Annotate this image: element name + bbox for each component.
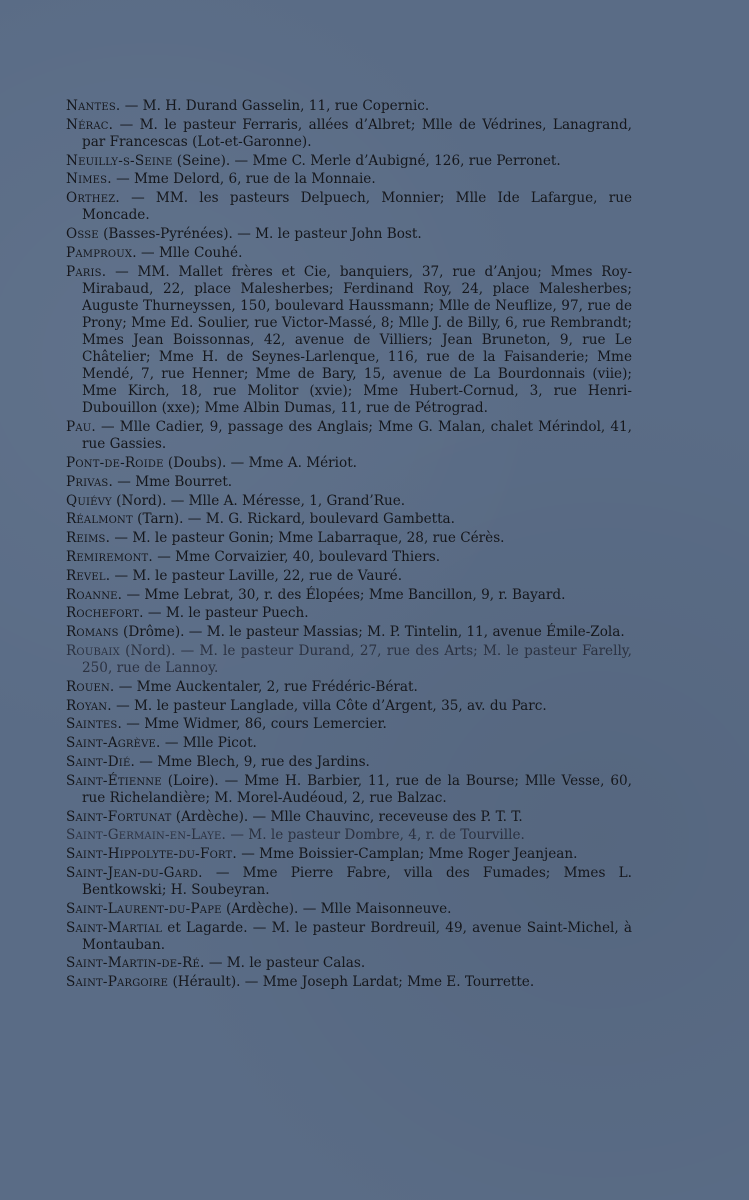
- entry-text: (Nord). — Mlle A. Méresse, 1, Grand’Rue.: [111, 492, 406, 509]
- place-name: Roubaix: [66, 642, 120, 659]
- entry-roubaix: [66, 643, 632, 677]
- place-name: Saint-Martial: [66, 919, 163, 936]
- entry-text: — Mlle Couhé.: [136, 244, 243, 261]
- entry-text: — M. le pasteur Calas.: [204, 955, 366, 972]
- entry-realmont: [66, 511, 632, 528]
- place-name: Pamproux.: [66, 244, 137, 261]
- entry-text: — Mme Lebrat, 30, r. des Élopées; Mme Bancillon, 9, r. Bayard.: [122, 586, 566, 603]
- address-list: [66, 98, 632, 993]
- entry-text: (Drôme). — M. le pasteur Massias; M. P. Tintelin, 11, avenue Émile-Zola.: [118, 624, 625, 641]
- entry-quievy: [66, 493, 632, 510]
- entry-text: — Mlle Picot.: [160, 735, 257, 752]
- place-name: Remiremont.: [66, 548, 153, 565]
- place-name: Privas.: [66, 473, 113, 490]
- place-name: Saint-Jean-du-Gard.: [66, 864, 203, 881]
- entry-text: — Mme Auckentaler, 2, rue Frédéric-Bérat.: [114, 678, 418, 695]
- entry-nimes: [66, 171, 632, 188]
- entry-text: — M. le pasteur Langlade, villa Côte d’Argent, 35, av. du Parc.: [111, 697, 547, 714]
- entry-saint-hippolyte-du-fort: [66, 846, 632, 863]
- entry-text: (Ardèche). — Mlle Chauvinc, receveuse des P. T. T.: [171, 808, 523, 825]
- place-name: Saint-Pargoire: [66, 974, 169, 991]
- place-name: Nérac.: [66, 116, 114, 133]
- place-name: Réalmont: [66, 511, 133, 528]
- entry-text: (Loire). — Mme H. Barbier, 11, rue de la Bourse; Mlle Vesse, 60, rue Richelandière; M. Morel-Audéoud, 2, rue Balzac.: [82, 772, 632, 806]
- entry-rouen: [66, 679, 632, 696]
- entry-text: (Basses-Pyrénées). — M. le pasteur John Bost.: [98, 226, 422, 243]
- place-name: Neuilly-s-Seine: [66, 152, 173, 169]
- place-name: Rochefort.: [66, 605, 144, 622]
- entry-saint-martin-de-re: [66, 955, 632, 972]
- entry-rochefort: [66, 605, 632, 622]
- entry-remiremont: [66, 549, 632, 566]
- place-name: Saint-Fortunat: [66, 808, 172, 825]
- entry-text: — M. le pasteur Ferraris, allées d’Albret; Mlle de Védrines, Lanagrand, par Francescas (Lot-et-Garonne).: [82, 116, 632, 150]
- entry-saint-laurent-du-pape: [66, 901, 632, 918]
- place-name: Nimes.: [66, 171, 112, 188]
- entry-saint-pargoire: [66, 974, 632, 991]
- place-name: Romans: [66, 624, 119, 641]
- place-name: Saint-Hippolyte-du-Fort.: [66, 846, 237, 863]
- place-name: Reims.: [66, 530, 111, 547]
- entry-paris: [66, 264, 632, 418]
- entry-osse: [66, 226, 632, 243]
- place-name: Nantes.: [66, 98, 121, 114]
- entry-saint-germain-en-laye: [66, 827, 632, 844]
- place-name: Saint-Laurent-du-Pape: [66, 900, 222, 917]
- entry-roanne: [66, 587, 632, 604]
- entry-text: (Doubs). — Mme A. Mériot.: [163, 455, 357, 472]
- entry-text: — M. H. Durand Gasselin, 11, rue Copernic.: [120, 98, 430, 114]
- place-name: Saint-Étienne: [66, 772, 162, 789]
- place-name: Saint-Germain-en-Laye.: [66, 827, 227, 844]
- entry-pamproux: [66, 245, 632, 262]
- entry-text: (Hérault). — Mme Joseph Lardat; Mme E. Tourrette.: [168, 974, 535, 991]
- place-name: Saint-Agrève.: [66, 735, 161, 752]
- entry-romans: [66, 624, 632, 641]
- place-name: Saint-Dié.: [66, 753, 135, 770]
- entry-text: — MM. Mallet frères et Cie, banquiers, 37, rue d’Anjou; Mmes Roy-Mirabaud, 22, place Malesherbes; Ferdinand Roy, 24, place Malesherbes; Auguste Thurneyssen, 150, boulevard Haussmann; Mlle de Neuflize, 97, rue de Prony; Mme Ed. Soulier, rue Victor-Massé, 8; Mlle J. de Billy, 6, rue Rembrandt; Mmes Jean Boissonnas, 42, avenue de Villiers; Jean Bruneton, 9, rue Le Châtelier; Mme H. de Seynes-Larlenque, 116, rue de la Faisanderie; Mme Mendé, 7, rue Henner; Mme de Bary, 15, avenue de La Bourdonnais (viie); Mme Kirch, 18, rue Molitor (xvie); Mme Hubert-Cornud, 3, rue Henri-Dubouillon (xxe); Mme Albin Dumas, 11, rue de Pétrograd.: [82, 263, 632, 417]
- place-name: Quiévy: [66, 492, 112, 509]
- entry-nantes: [66, 98, 632, 115]
- entry-saint-martial: [66, 920, 632, 954]
- entry-saint-fortunat: [66, 809, 632, 826]
- entry-text: (Seine). — Mme C. Merle d’Aubigné, 126, rue Perronet.: [172, 152, 561, 169]
- entry-saint-jean-du-gard: [66, 865, 632, 899]
- place-name: Royan.: [66, 697, 112, 714]
- entry-nerac: [66, 117, 632, 151]
- place-name: Revel.: [66, 567, 111, 584]
- place-name: Paris.: [66, 263, 107, 280]
- place-name: Orthez.: [66, 190, 120, 207]
- entry-text: — Mme Pierre Fabre, villa des Fumades; Mmes L. Bentkowski; H. Soubeyran.: [82, 864, 632, 898]
- place-name: Osse: [66, 226, 99, 243]
- place-name: Roanne.: [66, 586, 123, 603]
- entry-royan: [66, 698, 632, 715]
- entry-orthez: [66, 190, 632, 224]
- entry-text: — Mme Bourret.: [112, 473, 233, 490]
- place-name: Pau.: [66, 419, 96, 436]
- entry-text: — Mme Blech, 9, rue des Jardins.: [134, 753, 370, 770]
- entry-saint-agreve: [66, 735, 632, 752]
- entry-text: — Mme Boissier-Camplan; Mme Roger Jeanjean.: [236, 846, 578, 863]
- entry-text: — M. le pasteur Dombre, 4, r. de Tourville.: [226, 827, 525, 844]
- entry-saint-etienne: [66, 773, 632, 807]
- entry-neuilly: [66, 153, 632, 170]
- entry-text: (Ardèche). — Mlle Maisonneuve.: [221, 900, 452, 917]
- entry-text: — Mme Widmer, 86, cours Lemercier.: [121, 716, 387, 733]
- entry-text: — M. le pasteur Gonin; Mme Labarraque, 28, rue Cérès.: [110, 530, 505, 547]
- entry-text: — Mme Corvaizier, 40, boulevard Thiers.: [152, 548, 441, 565]
- entry-text: (Tarn). — M. G. Rickard, boulevard Gambetta.: [132, 511, 455, 528]
- entry-saint-die: [66, 754, 632, 771]
- entry-text: — Mme Delord, 6, rue de la Monnaie.: [111, 171, 376, 188]
- entry-text: — M. le pasteur Puech.: [143, 605, 309, 622]
- entry-privas: [66, 474, 632, 491]
- entry-text: (Nord). — M. le pasteur Durand, 27, rue des Arts; M. le pasteur Farelly, 250, rue de Lannoy.: [82, 642, 632, 676]
- place-name: Rouen.: [66, 678, 115, 695]
- place-name: Pont-de-Roide: [66, 455, 164, 472]
- entry-text: — MM. les pasteurs Delpuech, Monnier; Mlle Ide Lafargue, rue Moncade.: [82, 190, 632, 224]
- entry-text: — M. le pasteur Laville, 22, rue de Vauré.: [110, 567, 403, 584]
- entry-text: — Mlle Cadier, 9, passage des Anglais; Mme G. Malan, chalet Mérindol, 41, rue Gassies.: [82, 419, 632, 453]
- entry-saintes: [66, 716, 632, 733]
- entry-text: et Lagarde. — M. le pasteur Bordreuil, 49, avenue Saint-Michel, à Montauban.: [82, 919, 632, 953]
- entry-revel: [66, 568, 632, 585]
- entry-reims: [66, 530, 632, 547]
- place-name: Saintes.: [66, 716, 122, 733]
- place-name: Saint-Martin-de-Ré.: [66, 955, 205, 972]
- entry-pont-de-roide: [66, 455, 632, 472]
- entry-pau: [66, 419, 632, 453]
